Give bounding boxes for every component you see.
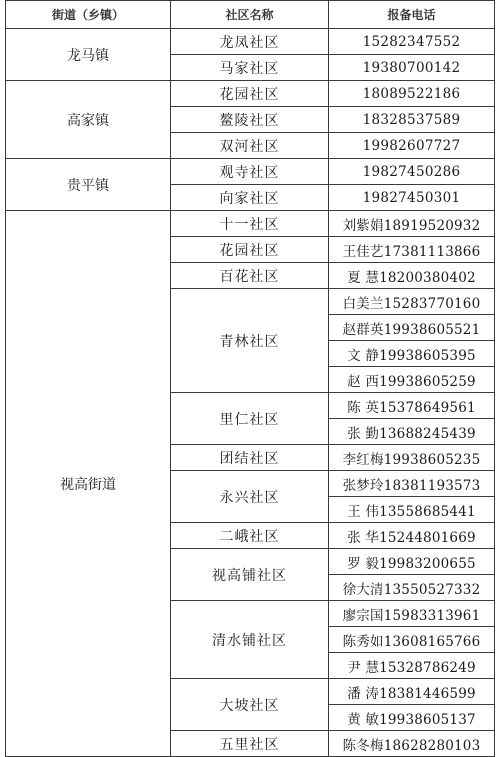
phone-cell: 15282347552 xyxy=(329,29,495,55)
contact-cell: 赵 西19938605259 xyxy=(329,367,495,393)
community-cell: 双河社区 xyxy=(171,133,329,159)
contact-cell: 夏 慧18200380402 xyxy=(329,263,495,289)
contact-cell: 罗 毅19983200655 xyxy=(329,549,495,575)
header-street: 街道（乡镇） xyxy=(6,1,171,29)
contact-cell: 赵群英19938605521 xyxy=(329,315,495,341)
phone-cell: 18089522186 xyxy=(329,81,495,107)
document-page xyxy=(5,0,496,754)
phone-cell: 19982607727 xyxy=(329,133,495,159)
contact-cell: 张 勤13688245439 xyxy=(329,419,495,445)
street-cell: 高家镇 xyxy=(6,81,171,159)
report-phone-table xyxy=(5,0,495,757)
community-cell: 视高铺社区 xyxy=(171,549,329,601)
contact-cell: 白美兰15283770160 xyxy=(329,289,495,315)
community-cell: 花园社区 xyxy=(171,81,329,107)
community-cell: 花园社区 xyxy=(171,237,329,263)
street-cell: 视高街道 xyxy=(6,211,171,757)
contact-cell: 文 静19938605395 xyxy=(329,341,495,367)
community-cell: 向家社区 xyxy=(171,185,329,211)
contact-cell: 尹 慧15328786249 xyxy=(329,653,495,679)
phone-cell: 19380700142 xyxy=(329,55,495,81)
contact-cell: 潘 涛18381446599 xyxy=(329,679,495,705)
community-cell: 鳌陵社区 xyxy=(171,107,329,133)
phone-cell: 19827450301 xyxy=(329,185,495,211)
phone-cell: 18328537589 xyxy=(329,107,495,133)
phone-cell: 19827450286 xyxy=(329,159,495,185)
community-cell: 百花社区 xyxy=(171,263,329,289)
contact-cell: 廖宗国15983313961 xyxy=(329,601,495,627)
community-cell: 清水铺社区 xyxy=(171,601,329,679)
contact-cell: 黄 敏19938605137 xyxy=(329,705,495,731)
table-row xyxy=(6,29,495,55)
contact-cell: 陈秀如13608165766 xyxy=(329,627,495,653)
contact-cell: 李红梅19938605235 xyxy=(329,445,495,471)
contact-cell: 王 伟13558685441 xyxy=(329,497,495,523)
contact-cell: 王佳艺17381113866 xyxy=(329,237,495,263)
community-cell: 五里社区 xyxy=(171,731,329,757)
header-phone: 报备电话 xyxy=(329,1,495,29)
contact-cell: 张 华15244801669 xyxy=(329,523,495,549)
header-community: 社区名称 xyxy=(171,1,329,29)
community-cell: 团结社区 xyxy=(171,445,329,471)
community-cell: 龙凤社区 xyxy=(171,29,329,55)
community-cell: 观寺社区 xyxy=(171,159,329,185)
community-cell: 里仁社区 xyxy=(171,393,329,445)
table-row xyxy=(6,159,495,185)
contact-cell: 徐大清13550527332 xyxy=(329,575,495,601)
contact-cell: 刘紫娟18919520932 xyxy=(329,211,495,237)
community-cell: 马家社区 xyxy=(171,55,329,81)
street-cell: 贵平镇 xyxy=(6,159,171,211)
table-header-row xyxy=(6,1,495,29)
community-cell: 二峨社区 xyxy=(171,523,329,549)
contact-cell: 陈冬梅18628280103 xyxy=(329,731,495,757)
community-cell: 十一社区 xyxy=(171,211,329,237)
street-cell: 龙马镇 xyxy=(6,29,171,81)
community-cell: 大坡社区 xyxy=(171,679,329,731)
contact-cell: 陈 英15378649561 xyxy=(329,393,495,419)
table-row xyxy=(6,211,495,237)
community-cell: 永兴社区 xyxy=(171,471,329,523)
contact-cell: 张梦玲18381193573 xyxy=(329,471,495,497)
table-row xyxy=(6,81,495,107)
community-cell: 青林社区 xyxy=(171,289,329,393)
